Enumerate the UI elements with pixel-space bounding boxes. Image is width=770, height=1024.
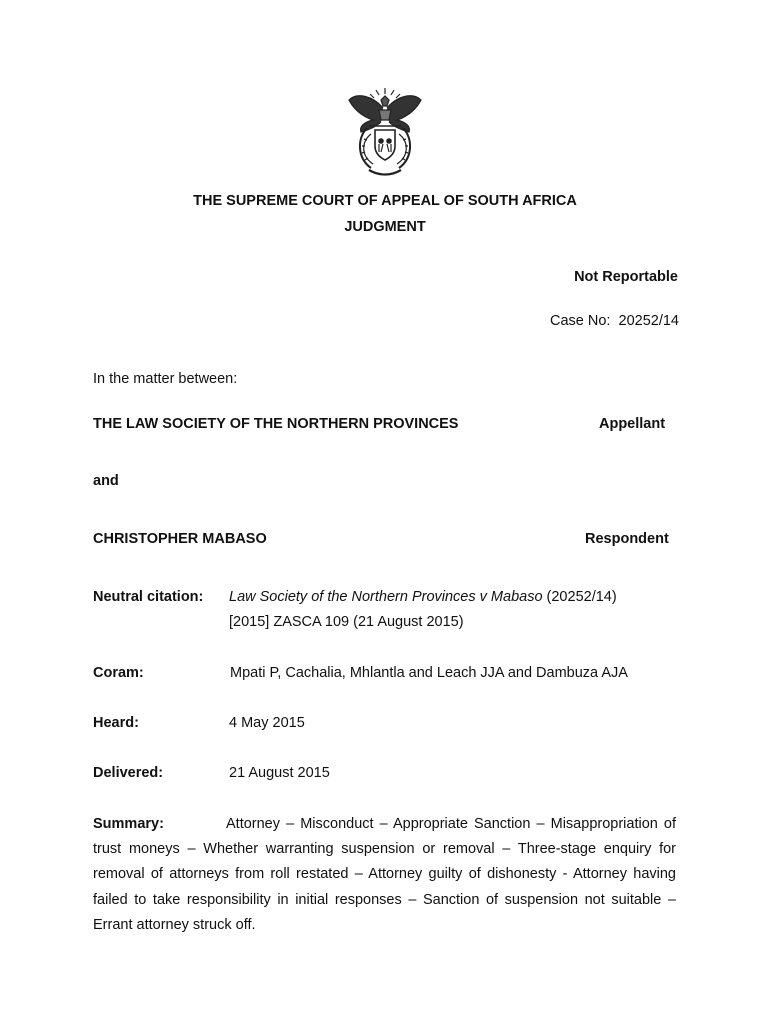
court-title: THE SUPREME COURT OF APPEAL OF SOUTH AFRICA — [193, 193, 577, 209]
respondent-role: Respondent — [585, 531, 669, 547]
citation-case-name: Law Society of the Northern Provinces v Mabaso — [229, 589, 543, 605]
coat-of-arms-emblem — [343, 86, 427, 178]
reportable-status: Not Reportable — [574, 269, 678, 285]
heard-label: Heard: — [93, 715, 139, 731]
citation-label: Neutral citation: — [93, 589, 204, 605]
parties-intro: In the matter between: — [93, 371, 238, 387]
citation-line2: [2015] ZASCA 109 (21 August 2015) — [229, 614, 464, 630]
document-type: JUDGMENT — [344, 219, 426, 235]
citation-line1 — [229, 589, 617, 605]
citation-case-number: (20252/14) — [542, 589, 617, 605]
summary-text: Attorney – Misconduct – Appropriate Sanction – Misappropriation of trust moneys – Whether warranting suspension or removal – Three-stage enquiry for removal of attorneys from roll restated – Attorney guilty of dishonesty - Attorney having failed to take responsibility in initial responses – Sanction of suspension not suitable – Errant attorney struck off. — [93, 816, 676, 933]
respondent-name: CHRISTOPHER MABASO — [93, 531, 267, 547]
summary-paragraph — [93, 812, 676, 938]
case-number-label: Case No: — [550, 313, 611, 329]
coram-label: Coram: — [93, 665, 144, 681]
case-number: 20252/14 — [618, 313, 679, 329]
appellant-name: THE LAW SOCIETY OF THE NORTHERN PROVINCES — [93, 416, 459, 432]
conjunction-and: and — [93, 473, 119, 489]
delivered-label: Delivered: — [93, 765, 164, 781]
delivered-date: 21 August 2015 — [229, 765, 330, 781]
case-number-line — [550, 313, 679, 329]
summary-label: Summary: — [93, 816, 164, 832]
coram-value: Mpati P, Cachalia, Mhlantla and Leach JJA and Dambuza AJA — [230, 665, 628, 681]
heard-date: 4 May 2015 — [229, 715, 305, 731]
appellant-role: Appellant — [599, 416, 666, 432]
